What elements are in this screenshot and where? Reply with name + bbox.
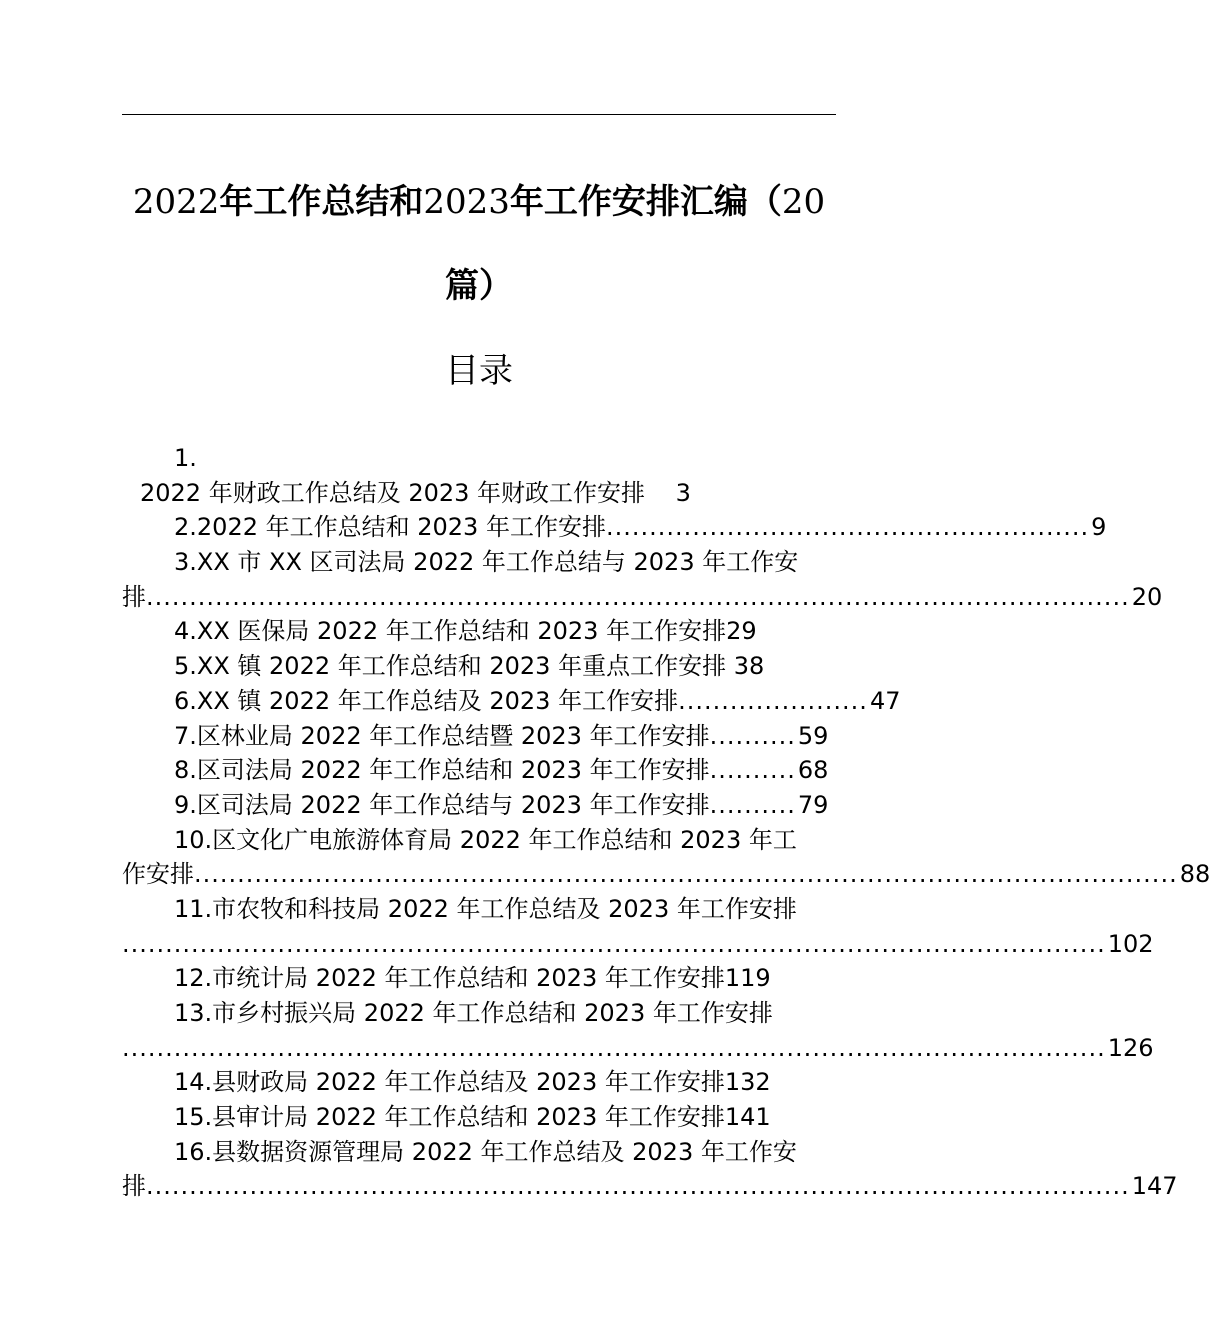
toc-entry-1-page: 3 — [675, 478, 691, 507]
toc-entry-4[interactable]: 4.XX 医保局 2022 年工作总结和 2023 年工作安排29 — [174, 617, 757, 646]
header-rule — [122, 114, 836, 115]
toc-entry-15[interactable]: 15.县审计局 2022 年工作总结和 2023 年工作安排141 — [174, 1103, 771, 1132]
toc-entry-6[interactable]: 6.XX 镇 2022 年工作总结及 2023 年工作安排 ...................... 47 — [174, 686, 901, 715]
toc-entry-11-cont[interactable]: .................................................................................................................. 102 — [122, 929, 1154, 958]
toc-entry-1-number[interactable]: 1. — [174, 444, 197, 472]
toc-entry-10[interactable]: 10.区文化广电旅游体育局 2022 年工作总结和 2023 年工 — [174, 825, 797, 854]
toc-entry-16-cont[interactable]: 排 .................................................................................................................. 147 — [122, 1172, 1178, 1201]
toc-entry-1[interactable]: 2022 年财政工作总结及 2023 年财政工作安排 3 — [140, 478, 691, 507]
toc-entry-14[interactable]: 14.县财政局 2022 年工作总结及 2023 年工作安排132 — [174, 1068, 771, 1097]
toc-entry-12[interactable]: 12.市统计局 2022 年工作总结和 2023 年工作安排119 — [174, 964, 771, 993]
toc-entry-7[interactable]: 7.区林业局 2022 年工作总结暨 2023 年工作安排 .......... 59 — [174, 721, 829, 750]
toc-entry-5[interactable]: 5.XX 镇 2022 年工作总结和 2023 年重点工作安排 38 — [174, 652, 765, 681]
toc-entry-13-cont[interactable]: .................................................................................................................. 126 — [122, 1033, 1154, 1062]
toc-heading: 目录 — [445, 351, 513, 391]
toc-entry-3-cont[interactable]: 排 .................................................................................................................. 20 — [122, 582, 1163, 611]
toc-entry-2[interactable]: 2.2022 年工作总结和 2023 年工作安排 ........................................................ 9 — [174, 513, 1107, 542]
toc-entry-8[interactable]: 8.区司法局 2022 年工作总结和 2023 年工作安排 .......... 68 — [174, 756, 829, 785]
toc-entry-11[interactable]: 11.市农牧和科技局 2022 年工作总结及 2023 年工作安排 — [174, 894, 797, 923]
toc-entry-9[interactable]: 9.区司法局 2022 年工作总结与 2023 年工作安排 .......... 79 — [174, 790, 829, 819]
toc-entry-10-cont[interactable]: 作安排 .................................................................................................................. 88 — [122, 860, 1210, 889]
toc-entry-3[interactable]: 3.XX 市 XX 区司法局 2022 年工作总结与 2023 年工作安 — [174, 548, 799, 577]
toc-entry-16[interactable]: 16.县数据资源管理局 2022 年工作总结及 2023 年工作安 — [174, 1137, 797, 1166]
toc-entry-13[interactable]: 13.市乡村振兴局 2022 年工作总结和 2023 年工作安排 — [174, 999, 773, 1027]
table-of-contents — [122, 441, 1210, 1204]
document-title: 2022年工作总结和2023年工作安排汇编（20 篇） — [132, 182, 826, 306]
